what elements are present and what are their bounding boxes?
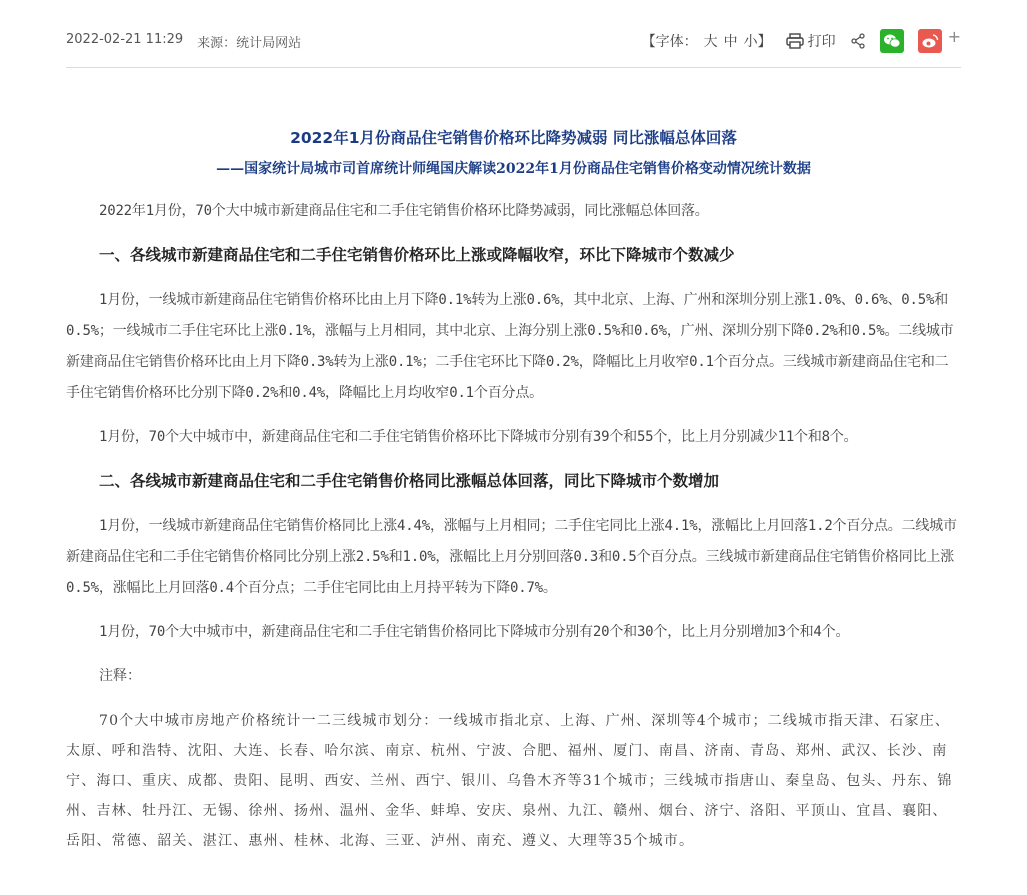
source-info <box>197 32 301 51</box>
paragraph-3: 1月份，一线城市新建商品住宅销售价格同比上涨4.4%，涨幅与上月相同；二手住宅同比上涨4.1%，涨幅比上月回落1.2个百分点。二线城市新建商品住宅和二手住宅销售价格同比分别上涨2.5%和1.0%，涨幅比上月分别回落0.3和0.5个百分点。三线城市新建商品住宅销售价格同比上涨0.5%，涨幅比上月回落0.4个百分点；二手住宅同比由上月持平转为下降0.7%。 <box>66 518 957 596</box>
section-heading-1: 一、各线城市新建商品住宅和二手住宅销售价格环比上涨或降幅收窄，环比下降城市个数减少 <box>99 246 735 264</box>
weibo-icon <box>921 33 939 49</box>
wechat-share-button[interactable] <box>880 29 904 53</box>
print-button[interactable] <box>786 31 836 51</box>
article-subtitle: ——国家统计局城市司首席统计师绳国庆解读2022年1月份商品住宅销售价格变动情况统计数据 <box>216 161 811 177</box>
section-heading-2: 二、各线城市新建商品住宅和二手住宅销售价格同比涨幅总体回落，同比下降城市个数增加 <box>99 472 720 490</box>
paragraph-2: 1月份，70个大中城市中，新建商品住宅和二手住宅销售价格环比下降城市分别有39个和55个，比上月分别减少11个和8个。 <box>99 429 858 445</box>
font-size-large[interactable]: 大 <box>703 34 718 50</box>
paragraph-4: 1月份，70个大中城市中，新建商品住宅和二手住宅销售价格同比下降城市分别有20个和30个，比上月分别增加3个和4个。 <box>99 624 850 640</box>
printer-icon <box>786 33 804 49</box>
publish-date: 2022-02-21 11:29 <box>66 31 184 47</box>
font-size-label: 【字体： <box>641 34 698 50</box>
share-icon[interactable] <box>850 33 866 49</box>
font-size-small[interactable]: 小】 <box>743 34 772 50</box>
article-title: 2022年1月份商品住宅销售价格环比降势减弱 同比涨幅总体回落 <box>290 129 737 147</box>
source-label: 来源： <box>197 35 237 51</box>
print-label: 打印 <box>807 34 836 50</box>
meta-info <box>66 32 301 51</box>
more-share-icon[interactable]: + <box>947 26 961 46</box>
article <box>66 120 961 856</box>
font-size-medium[interactable]: 中 <box>723 34 738 50</box>
weibo-share-button[interactable] <box>918 29 942 53</box>
font-size-selector <box>642 31 772 51</box>
paragraph-intro: 2022年1月份，70个大中城市新建商品住宅和二手住宅销售价格环比降势减弱，同比涨幅总体回落。 <box>99 203 709 219</box>
source-name: 统计局网站 <box>236 35 302 51</box>
toolbar <box>641 26 961 53</box>
note-text: 70个大中城市房地产价格统计一二三线城市划分：一线城市指北京、上海、广州、深圳等4个城市；二线城市指天津、石家庄、太原、呼和浩特、沈阳、大连、长春、哈尔滨、南京、杭州、宁波、合肥、福州、厦门、南昌、济南、青岛、郑州、武汉、长沙、南宁、海口、重庆、成都、贵阳、昆明、西安、兰州、西宁、银川、乌鲁木齐等31个城市；三线城市指唐山、秦皇岛、包头、丹东、锦州、吉林、牡丹江、无锡、徐州、扬州、温州、金华、蚌埠、安庆、泉州、九江、赣州、烟台、济宁、洛阳、平顶山、宜昌、襄阳、岳阳、常德、韶关、湛江、惠州、桂林、北海、三亚、泸州、南充、遵义、大理等35个城市。 <box>66 713 953 849</box>
wechat-icon <box>883 33 901 49</box>
note-label: 注释： <box>99 668 141 684</box>
paragraph-1: 1月份，一线城市新建商品住宅销售价格环比由上月下降0.1%转为上涨0.6%，其中北京、上海、广州和深圳分别上涨1.0%、0.6%、0.5%和0.5%；一线城市二手住宅环比上涨0.1%，涨幅与上月相同，其中北京、上海分别上涨0.5%和0.6%，广州、深圳分别下降0.2%和0.5%。二线城市新建商品住宅销售价格环比由上月下降0.3%转为上涨0.1%；二手住宅环比下降0.2%，降幅比上月收窄0.1个百分点。三线城市新建商品住宅和二手住宅销售价格环比分别下降0.2%和0.4%，降幅比上月均收窄0.1个百分点。 <box>66 292 954 401</box>
header-divider <box>66 67 961 68</box>
meta-bar <box>66 26 961 56</box>
